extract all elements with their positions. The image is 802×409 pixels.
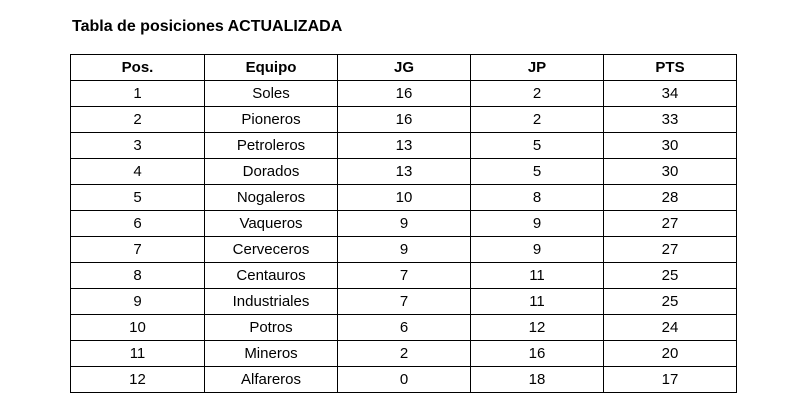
cell-jp: 18 [471, 367, 604, 393]
cell-jp: 11 [471, 263, 604, 289]
cell-pts: 17 [604, 367, 737, 393]
cell-pos: 9 [71, 289, 205, 315]
standings-table [70, 54, 737, 393]
table-row [71, 315, 737, 341]
cell-pts: 30 [604, 133, 737, 159]
table-row [71, 159, 737, 185]
table-row [71, 289, 737, 315]
cell-pos: 5 [71, 185, 205, 211]
table-row [71, 81, 737, 107]
cell-pts: 28 [604, 185, 737, 211]
cell-jg: 9 [338, 237, 471, 263]
cell-pts: 25 [604, 289, 737, 315]
cell-pts: 27 [604, 211, 737, 237]
cell-pts: 34 [604, 81, 737, 107]
table-row [71, 211, 737, 237]
cell-pos: 1 [71, 81, 205, 107]
cell-pos: 7 [71, 237, 205, 263]
cell-jg: 10 [338, 185, 471, 211]
cell-equipo: Petroleros [205, 133, 338, 159]
cell-pos: 3 [71, 133, 205, 159]
cell-jg: 6 [338, 315, 471, 341]
cell-jp: 5 [471, 133, 604, 159]
header-pts: PTS [604, 55, 737, 81]
cell-pts: 30 [604, 159, 737, 185]
cell-jp: 9 [471, 237, 604, 263]
cell-equipo: Potros [205, 315, 338, 341]
table-header-row [71, 55, 737, 81]
table-row [71, 133, 737, 159]
cell-pos: 6 [71, 211, 205, 237]
cell-equipo: Pioneros [205, 107, 338, 133]
cell-pts: 24 [604, 315, 737, 341]
cell-pts: 27 [604, 237, 737, 263]
cell-pos: 4 [71, 159, 205, 185]
cell-pos: 11 [71, 341, 205, 367]
cell-jg: 16 [338, 107, 471, 133]
cell-jg: 9 [338, 211, 471, 237]
cell-jg: 0 [338, 367, 471, 393]
cell-jp: 9 [471, 211, 604, 237]
cell-jp: 12 [471, 315, 604, 341]
cell-equipo: Mineros [205, 341, 338, 367]
cell-pts: 33 [604, 107, 737, 133]
cell-pos: 8 [71, 263, 205, 289]
table-row [71, 237, 737, 263]
cell-pts: 25 [604, 263, 737, 289]
cell-jp: 8 [471, 185, 604, 211]
document-title: Tabla de posiciones ACTUALIZADA [72, 18, 343, 35]
cell-jg: 7 [338, 289, 471, 315]
cell-equipo: Soles [205, 81, 338, 107]
cell-jp: 5 [471, 159, 604, 185]
header-jp: JP [471, 55, 604, 81]
cell-equipo: Cerveceros [205, 237, 338, 263]
cell-jg: 16 [338, 81, 471, 107]
cell-jg: 2 [338, 341, 471, 367]
header-jg: JG [338, 55, 471, 81]
table-row [71, 185, 737, 211]
cell-jg: 7 [338, 263, 471, 289]
header-equipo: Equipo [205, 55, 338, 81]
cell-equipo: Industriales [205, 289, 338, 315]
cell-pos: 2 [71, 107, 205, 133]
cell-equipo: Dorados [205, 159, 338, 185]
cell-jp: 2 [471, 107, 604, 133]
cell-jp: 11 [471, 289, 604, 315]
cell-equipo: Alfareros [205, 367, 338, 393]
cell-equipo: Nogaleros [205, 185, 338, 211]
cell-equipo: Vaqueros [205, 211, 338, 237]
cell-pos: 10 [71, 315, 205, 341]
cell-pts: 20 [604, 341, 737, 367]
cell-jg: 13 [338, 159, 471, 185]
table-row [71, 107, 737, 133]
cell-jp: 16 [471, 341, 604, 367]
cell-equipo: Centauros [205, 263, 338, 289]
header-pos: Pos. [71, 55, 205, 81]
cell-jp: 2 [471, 81, 604, 107]
cell-jg: 13 [338, 133, 471, 159]
table-row [71, 263, 737, 289]
table-row [71, 341, 737, 367]
table-row [71, 367, 737, 393]
cell-pos: 12 [71, 367, 205, 393]
